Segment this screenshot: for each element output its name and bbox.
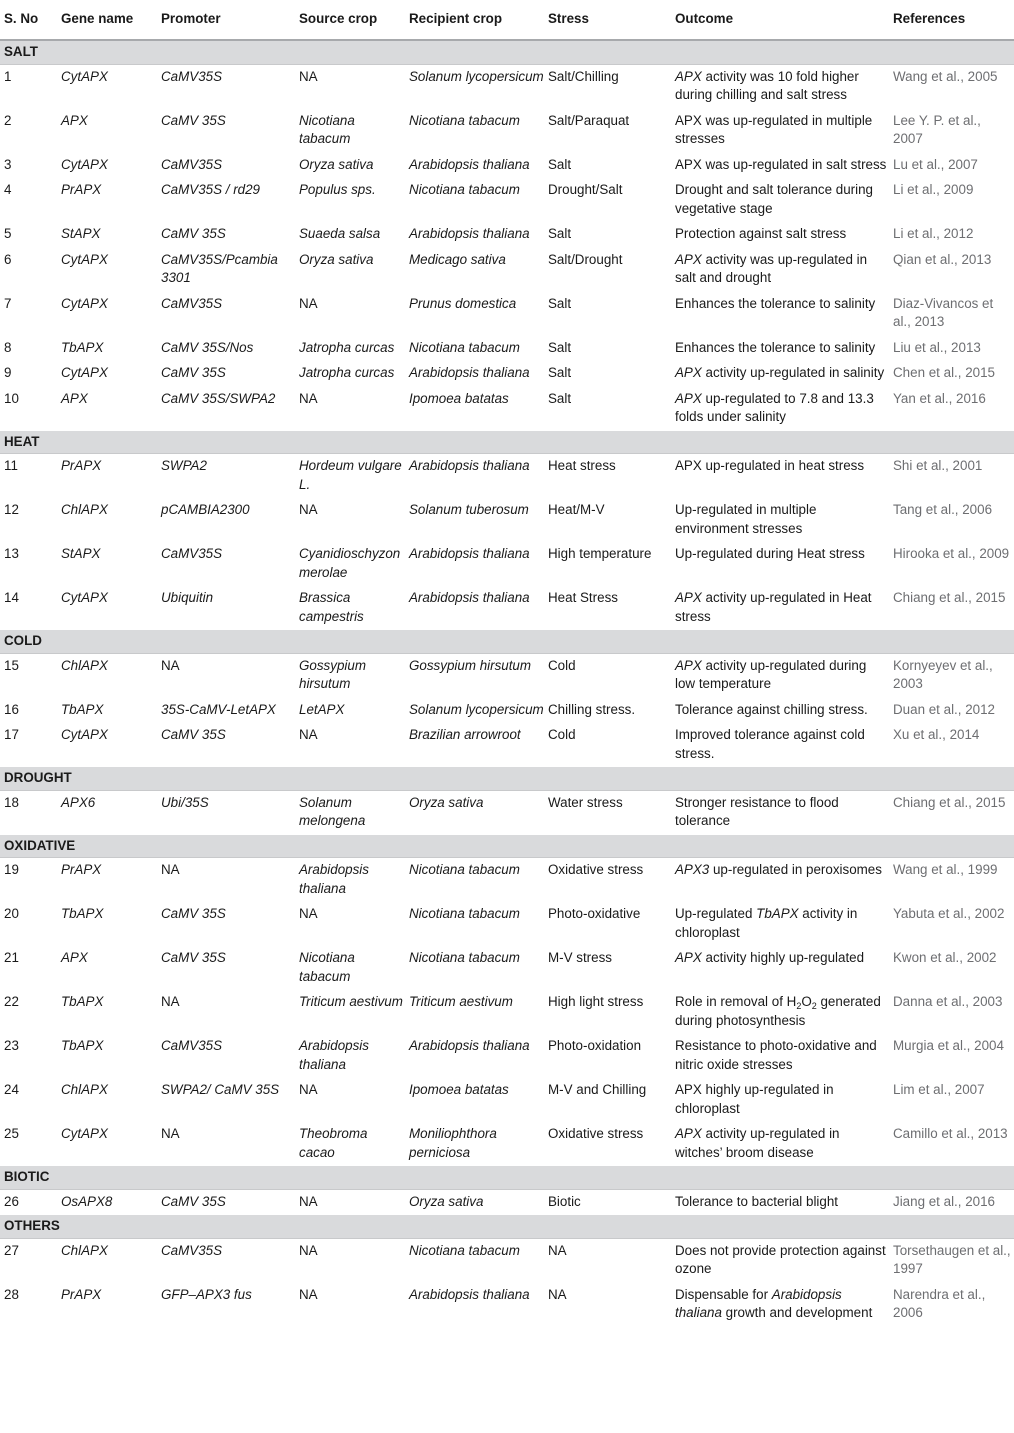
cell-sno: 18: [0, 790, 57, 834]
cell-stress: Cold: [544, 723, 671, 767]
cell-promoter: 35S-CaMV-LetAPX: [157, 697, 295, 723]
cell-recipient-crop: Arabidopsis thaliana: [405, 152, 544, 178]
cell-reference: Yabuta et al., 2002: [889, 902, 1014, 946]
cell-source-crop: Hordeum vulgare L.: [295, 454, 405, 498]
table-row: [0, 454, 1014, 498]
cell-stress: Biotic: [544, 1189, 671, 1215]
cell-outcome: Drought and salt tolerance during vegetative stage: [671, 178, 889, 222]
cell-recipient-crop: Moniliophthora perniciosa: [405, 1122, 544, 1166]
cell-source-crop: Brassica campestris: [295, 586, 405, 630]
cell-source-crop: Cyanidioschyzon merolae: [295, 542, 405, 586]
cell-source-crop: Gossypium hirsutum: [295, 653, 405, 697]
cell-outcome: APX activity was up-regulated in salt and drought: [671, 247, 889, 291]
cell-reference: Duan et al., 2012: [889, 697, 1014, 723]
header-recipient-crop: Recipient crop: [405, 0, 544, 40]
cell-sno: 13: [0, 542, 57, 586]
cell-recipient-crop: Arabidopsis thaliana: [405, 1034, 544, 1078]
cell-gene-name: StAPX: [57, 542, 157, 586]
cell-sno: 21: [0, 946, 57, 990]
cell-stress: Salt: [544, 361, 671, 387]
cell-stress: Salt: [544, 222, 671, 248]
cell-source-crop: Nicotiana tabacum: [295, 108, 405, 152]
cell-stress: Salt/Paraquat: [544, 108, 671, 152]
cell-outcome: Up-regulated in multiple environment stresses: [671, 498, 889, 542]
cell-reference: Kornyeyev et al., 2003: [889, 653, 1014, 697]
cell-sno: 22: [0, 990, 57, 1034]
table-row: [0, 152, 1014, 178]
cell-outcome: Role in removal of $H_2O_2$ generated during photosynthesis: [671, 990, 889, 1034]
cell-promoter: Ubiquitin: [157, 586, 295, 630]
cell-recipient-crop: Nicotiana tabacum: [405, 946, 544, 990]
cell-reference: Narendra et al., 2006: [889, 1282, 1014, 1326]
cell-stress: Oxidative stress: [544, 1122, 671, 1166]
cell-sno: 6: [0, 247, 57, 291]
cell-reference: Wang et al., 2005: [889, 64, 1014, 108]
cell-recipient-crop: Arabidopsis thaliana: [405, 454, 544, 498]
cell-gene-name: CytAPX: [57, 247, 157, 291]
cell-sno: 8: [0, 335, 57, 361]
cell-outcome: Enhances the tolerance to salinity: [671, 291, 889, 335]
cell-recipient-crop: Gossypium hirsutum: [405, 653, 544, 697]
cell-promoter: NA: [157, 990, 295, 1034]
cell-gene-name: TbAPX: [57, 902, 157, 946]
cell-stress: Salt: [544, 291, 671, 335]
cell-reference: Chiang et al., 2015: [889, 790, 1014, 834]
cell-source-crop: NA: [295, 1189, 405, 1215]
cell-recipient-crop: Oryza sativa: [405, 790, 544, 834]
cell-promoter: CaMV 35S: [157, 902, 295, 946]
section-row-biotic: [0, 1166, 1014, 1190]
cell-promoter: GFP–APX3 fus: [157, 1282, 295, 1326]
cell-sno: 27: [0, 1238, 57, 1282]
cell-reference: Camillo et al., 2013: [889, 1122, 1014, 1166]
cell-reference: Yan et al., 2016: [889, 386, 1014, 430]
cell-source-crop: NA: [295, 723, 405, 767]
cell-promoter: SWPA2/ CaMV 35S: [157, 1078, 295, 1122]
cell-stress: Salt: [544, 152, 671, 178]
cell-stress: Drought/Salt: [544, 178, 671, 222]
header-promoter: Promoter: [157, 0, 295, 40]
cell-gene-name: StAPX: [57, 222, 157, 248]
cell-sno: 3: [0, 152, 57, 178]
cell-promoter: CaMV35S: [157, 542, 295, 586]
cell-reference: Tang et al., 2006: [889, 498, 1014, 542]
cell-stress: Oxidative stress: [544, 858, 671, 902]
cell-sno: 20: [0, 902, 57, 946]
cell-recipient-crop: Nicotiana tabacum: [405, 108, 544, 152]
cell-source-crop: Suaeda salsa: [295, 222, 405, 248]
cell-sno: 26: [0, 1189, 57, 1215]
cell-stress: NA: [544, 1282, 671, 1326]
section-title: BIOTIC: [0, 1166, 1014, 1190]
cell-outcome: APX was up-regulated in multiple stresses: [671, 108, 889, 152]
cell-recipient-crop: Arabidopsis thaliana: [405, 1282, 544, 1326]
section-row-heat: [0, 430, 1014, 454]
cell-outcome: Tolerance to bacterial blight: [671, 1189, 889, 1215]
cell-recipient-crop: Oryza sativa: [405, 1189, 544, 1215]
cell-recipient-crop: Triticum aestivum: [405, 990, 544, 1034]
cell-sno: 17: [0, 723, 57, 767]
cell-promoter: CaMV35S/Pcambia 3301: [157, 247, 295, 291]
table-row: [0, 108, 1014, 152]
cell-stress: Salt/Chilling: [544, 64, 671, 108]
cell-promoter: NA: [157, 858, 295, 902]
cell-recipient-crop: Nicotiana tabacum: [405, 335, 544, 361]
cell-sno: 4: [0, 178, 57, 222]
table-row: [0, 653, 1014, 697]
cell-outcome: Enhances the tolerance to salinity: [671, 335, 889, 361]
section-title: OXIDATIVE: [0, 834, 1014, 858]
cell-stress: Water stress: [544, 790, 671, 834]
cell-promoter: CaMV35S: [157, 1238, 295, 1282]
table-row: [0, 498, 1014, 542]
cell-reference: Chen et al., 2015: [889, 361, 1014, 387]
cell-reference: Diaz-Vivancos et al., 2013: [889, 291, 1014, 335]
cell-source-crop: NA: [295, 291, 405, 335]
cell-sno: 10: [0, 386, 57, 430]
cell-gene-name: PrAPX: [57, 1282, 157, 1326]
cell-stress: NA: [544, 1238, 671, 1282]
cell-reference: Xu et al., 2014: [889, 723, 1014, 767]
cell-promoter: CaMV 35S: [157, 108, 295, 152]
section-row-salt: [0, 40, 1014, 64]
cell-outcome: Resistance to photo-oxidative and nitric oxide stresses: [671, 1034, 889, 1078]
cell-reference: Wang et al., 1999: [889, 858, 1014, 902]
cell-promoter: pCAMBIA2300: [157, 498, 295, 542]
cell-promoter: CaMV 35S: [157, 946, 295, 990]
cell-reference: Shi et al., 2001: [889, 454, 1014, 498]
cell-outcome: Up-regulated during Heat stress: [671, 542, 889, 586]
cell-gene-name: PrAPX: [57, 178, 157, 222]
cell-source-crop: Oryza sativa: [295, 152, 405, 178]
cell-stress: Chilling stress.: [544, 697, 671, 723]
table-row: [0, 790, 1014, 834]
cell-gene-name: CytAPX: [57, 152, 157, 178]
cell-promoter: CaMV35S / rd29: [157, 178, 295, 222]
table-row: [0, 697, 1014, 723]
cell-gene-name: CytAPX: [57, 586, 157, 630]
cell-recipient-crop: Nicotiana tabacum: [405, 1238, 544, 1282]
table-row: [0, 946, 1014, 990]
cell-gene-name: OsAPX8: [57, 1189, 157, 1215]
cell-gene-name: CytAPX: [57, 1122, 157, 1166]
cell-source-crop: NA: [295, 902, 405, 946]
cell-source-crop: Jatropha curcas: [295, 335, 405, 361]
cell-stress: M-V stress: [544, 946, 671, 990]
cell-gene-name: APX6: [57, 790, 157, 834]
table-row: [0, 361, 1014, 387]
cell-recipient-crop: Nicotiana tabacum: [405, 178, 544, 222]
cell-promoter: CaMV 35S: [157, 361, 295, 387]
cell-sno: 24: [0, 1078, 57, 1122]
cell-gene-name: TbAPX: [57, 335, 157, 361]
cell-sno: 14: [0, 586, 57, 630]
cell-recipient-crop: Solanum lycopersicum: [405, 64, 544, 108]
cell-promoter: CaMV 35S: [157, 1189, 295, 1215]
cell-gene-name: PrAPX: [57, 454, 157, 498]
cell-gene-name: TbAPX: [57, 1034, 157, 1078]
cell-recipient-crop: Prunus domestica: [405, 291, 544, 335]
header-source-crop: Source crop: [295, 0, 405, 40]
cell-source-crop: Populus sps.: [295, 178, 405, 222]
cell-outcome: APX activity up-regulated in Heat stress: [671, 586, 889, 630]
table-row: [0, 1034, 1014, 1078]
cell-reference: Kwon et al., 2002: [889, 946, 1014, 990]
cell-promoter: Ubi/35S: [157, 790, 295, 834]
cell-sno: 11: [0, 454, 57, 498]
cell-recipient-crop: Arabidopsis thaliana: [405, 542, 544, 586]
cell-gene-name: ChlAPX: [57, 498, 157, 542]
cell-recipient-crop: Solanum tuberosum: [405, 498, 544, 542]
cell-promoter: CaMV 35S: [157, 222, 295, 248]
cell-outcome: APX was up-regulated in salt stress: [671, 152, 889, 178]
cell-stress: Salt: [544, 386, 671, 430]
cell-recipient-crop: Brazilian arrowroot: [405, 723, 544, 767]
cell-source-crop: LetAPX: [295, 697, 405, 723]
cell-stress: High light stress: [544, 990, 671, 1034]
section-title: SALT: [0, 40, 1014, 64]
cell-source-crop: Arabidopsis thaliana: [295, 858, 405, 902]
cell-gene-name: APX: [57, 946, 157, 990]
cell-stress: Photo-oxidative: [544, 902, 671, 946]
cell-recipient-crop: Ipomoea batatas: [405, 386, 544, 430]
cell-gene-name: APX: [57, 108, 157, 152]
cell-outcome: Up-regulated TbAPX activity in chloroplast: [671, 902, 889, 946]
table-row: [0, 247, 1014, 291]
cell-source-crop: NA: [295, 1282, 405, 1326]
cell-promoter: CaMV35S: [157, 64, 295, 108]
table-row: [0, 178, 1014, 222]
section-title: COLD: [0, 630, 1014, 654]
cell-reference: Lu et al., 2007: [889, 152, 1014, 178]
cell-stress: Heat stress: [544, 454, 671, 498]
cell-gene-name: APX: [57, 386, 157, 430]
table-row: [0, 586, 1014, 630]
cell-outcome: Does not provide protection against ozone: [671, 1238, 889, 1282]
section-row-drought: [0, 767, 1014, 791]
cell-outcome: APX highly up-regulated in chloroplast: [671, 1078, 889, 1122]
cell-source-crop: Nicotiana tabacum: [295, 946, 405, 990]
cell-sno: 16: [0, 697, 57, 723]
cell-source-crop: Oryza sativa: [295, 247, 405, 291]
cell-source-crop: NA: [295, 64, 405, 108]
cell-outcome: APX activity up-regulated during low temperature: [671, 653, 889, 697]
cell-sno: 25: [0, 1122, 57, 1166]
header-sno: S. No: [0, 0, 57, 40]
table-row: [0, 1238, 1014, 1282]
table-row: [0, 542, 1014, 586]
section-row-cold: [0, 630, 1014, 654]
table-row: [0, 1122, 1014, 1166]
table-row: [0, 222, 1014, 248]
cell-outcome: APX activity was 10 fold higher during chilling and salt stress: [671, 64, 889, 108]
cell-sno: 1: [0, 64, 57, 108]
cell-promoter: CaMV35S: [157, 152, 295, 178]
cell-outcome: APX3 up-regulated in peroxisomes: [671, 858, 889, 902]
cell-reference: Hirooka et al., 2009: [889, 542, 1014, 586]
cell-gene-name: ChlAPX: [57, 1238, 157, 1282]
cell-gene-name: CytAPX: [57, 361, 157, 387]
cell-recipient-crop: Arabidopsis thaliana: [405, 222, 544, 248]
table-row: [0, 990, 1014, 1034]
cell-source-crop: Arabidopsis thaliana: [295, 1034, 405, 1078]
section-title: DROUGHT: [0, 767, 1014, 791]
section-title: OTHERS: [0, 1215, 1014, 1239]
cell-gene-name: ChlAPX: [57, 1078, 157, 1122]
cell-promoter: CaMV 35S/SWPA2: [157, 386, 295, 430]
cell-recipient-crop: Nicotiana tabacum: [405, 902, 544, 946]
header-gene-name: Gene name: [57, 0, 157, 40]
cell-promoter: CaMV35S: [157, 1034, 295, 1078]
cell-outcome: Stronger resistance to flood tolerance: [671, 790, 889, 834]
table-row: [0, 1189, 1014, 1215]
header-row: [0, 0, 1014, 40]
cell-promoter: NA: [157, 653, 295, 697]
cell-recipient-crop: Nicotiana tabacum: [405, 858, 544, 902]
cell-outcome: APX up-regulated to 7.8 and 13.3 folds under salinity: [671, 386, 889, 430]
table-row: [0, 1282, 1014, 1326]
cell-reference: Li et al., 2012: [889, 222, 1014, 248]
cell-stress: Cold: [544, 653, 671, 697]
cell-recipient-crop: Arabidopsis thaliana: [405, 586, 544, 630]
cell-gene-name: ChlAPX: [57, 653, 157, 697]
cell-stress: Salt/Drought: [544, 247, 671, 291]
cell-stress: Salt: [544, 335, 671, 361]
cell-promoter: CaMV 35S/Nos: [157, 335, 295, 361]
cell-source-crop: Theobroma cacao: [295, 1122, 405, 1166]
cell-promoter: CaMV35S: [157, 291, 295, 335]
cell-reference: Torsethaugen et al., 1997: [889, 1238, 1014, 1282]
cell-recipient-crop: Medicago sativa: [405, 247, 544, 291]
cell-gene-name: TbAPX: [57, 990, 157, 1034]
cell-stress: Heat Stress: [544, 586, 671, 630]
cell-sno: 23: [0, 1034, 57, 1078]
cell-sno: 28: [0, 1282, 57, 1326]
cell-source-crop: Jatropha curcas: [295, 361, 405, 387]
cell-reference: Lim et al., 2007: [889, 1078, 1014, 1122]
cell-reference: Liu et al., 2013: [889, 335, 1014, 361]
cell-source-crop: NA: [295, 386, 405, 430]
table-row: [0, 858, 1014, 902]
section-row-others: [0, 1215, 1014, 1239]
header-references: References: [889, 0, 1014, 40]
cell-stress: M-V and Chilling: [544, 1078, 671, 1122]
cell-reference: Lee Y. P. et al., 2007: [889, 108, 1014, 152]
table-row: [0, 902, 1014, 946]
cell-gene-name: CytAPX: [57, 723, 157, 767]
cell-reference: Chiang et al., 2015: [889, 586, 1014, 630]
cell-outcome: APX activity up-regulated in salinity: [671, 361, 889, 387]
header-outcome: Outcome: [671, 0, 889, 40]
cell-recipient-crop: Ipomoea batatas: [405, 1078, 544, 1122]
cell-source-crop: Solanum melongena: [295, 790, 405, 834]
cell-source-crop: NA: [295, 1238, 405, 1282]
cell-promoter: SWPA2: [157, 454, 295, 498]
table-row: [0, 386, 1014, 430]
cell-recipient-crop: Arabidopsis thaliana: [405, 361, 544, 387]
cell-stress: High temperature: [544, 542, 671, 586]
cell-outcome: APX activity up-regulated in witches’ broom disease: [671, 1122, 889, 1166]
cell-reference: Danna et al., 2003: [889, 990, 1014, 1034]
cell-sno: 9: [0, 361, 57, 387]
cell-sno: 12: [0, 498, 57, 542]
cell-reference: Murgia et al., 2004: [889, 1034, 1014, 1078]
cell-source-crop: Triticum aestivum: [295, 990, 405, 1034]
cell-gene-name: PrAPX: [57, 858, 157, 902]
table-row: [0, 723, 1014, 767]
cell-gene-name: CytAPX: [57, 291, 157, 335]
cell-stress: Heat/M-V: [544, 498, 671, 542]
cell-outcome: Improved tolerance against cold stress.: [671, 723, 889, 767]
header-stress: Stress: [544, 0, 671, 40]
cell-sno: 7: [0, 291, 57, 335]
cell-recipient-crop: Solanum lycopersicum: [405, 697, 544, 723]
cell-stress: Photo-oxidation: [544, 1034, 671, 1078]
section-title: HEAT: [0, 430, 1014, 454]
cell-outcome: APX activity highly up-regulated: [671, 946, 889, 990]
section-row-oxidative: [0, 834, 1014, 858]
cell-sno: 5: [0, 222, 57, 248]
table-row: [0, 1078, 1014, 1122]
cell-gene-name: CytAPX: [57, 64, 157, 108]
cell-reference: Qian et al., 2013: [889, 247, 1014, 291]
cell-reference: Li et al., 2009: [889, 178, 1014, 222]
cell-outcome: APX up-regulated in heat stress: [671, 454, 889, 498]
table-body: [0, 40, 1014, 1326]
cell-gene-name: TbAPX: [57, 697, 157, 723]
cell-outcome: Protection against salt stress: [671, 222, 889, 248]
cell-promoter: CaMV 35S: [157, 723, 295, 767]
cell-sno: 15: [0, 653, 57, 697]
table-row: [0, 291, 1014, 335]
cell-source-crop: NA: [295, 1078, 405, 1122]
cell-outcome: Dispensable for Arabidopsis thaliana growth and development: [671, 1282, 889, 1326]
cell-sno: 19: [0, 858, 57, 902]
cell-source-crop: NA: [295, 498, 405, 542]
cell-promoter: NA: [157, 1122, 295, 1166]
table-row: [0, 335, 1014, 361]
table-row: [0, 64, 1014, 108]
cell-reference: Jiang et al., 2016: [889, 1189, 1014, 1215]
cell-sno: 2: [0, 108, 57, 152]
cell-outcome: Tolerance against chilling stress.: [671, 697, 889, 723]
